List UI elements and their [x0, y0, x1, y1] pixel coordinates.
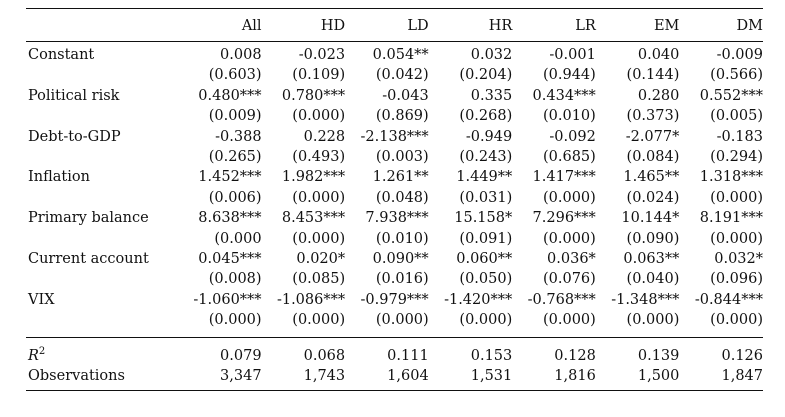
pvalue-cell: (0.000): [292, 230, 346, 247]
r-squared-cell: 0.111: [387, 347, 429, 364]
coefficient-cell: 0.780***: [281, 87, 346, 104]
coefficient-cell: 1.982***: [281, 169, 346, 186]
pvalue-cell: (0.000): [710, 230, 763, 247]
coefficient-cell: 1.452***: [198, 169, 262, 186]
pvalue-row: [26, 229, 763, 249]
coefficient-cell: -0.388: [215, 128, 262, 145]
row-label: Political risk: [28, 87, 120, 104]
coefficient-cell: -0.092: [549, 128, 596, 145]
coefficient-cell: 0.480***: [198, 87, 262, 104]
pvalue-cell: (0.000): [208, 312, 262, 329]
coefficient-cell: 0.032: [470, 47, 513, 63]
pvalue-cell: (0.050): [459, 271, 513, 288]
coefficient-row: [26, 127, 763, 147]
coefficient-cell: 0.228: [303, 128, 346, 145]
coefficient-cell: 0.036*: [547, 251, 596, 268]
pvalue-cell: (0.005): [710, 108, 763, 125]
coefficient-cell: -0.949: [465, 128, 513, 145]
r-squared-cell: 0.128: [554, 347, 596, 364]
coefficient-cell: 0.063**: [623, 251, 680, 268]
pvalue-cell: (0.090): [626, 230, 680, 247]
coefficient-cell: 8.453***: [281, 210, 346, 227]
coefficient-row: [26, 208, 763, 228]
r-squared-cell: 0.068: [303, 347, 346, 364]
pvalue-cell: (0.008): [208, 271, 262, 288]
stub-header: [26, 9, 178, 42]
pvalue-row: [26, 65, 763, 85]
coefficient-row: [26, 42, 763, 66]
pvalue-cell: (0.040): [626, 271, 680, 288]
pvalue-cell: (0.294): [710, 149, 763, 166]
row-label: Constant: [28, 47, 95, 63]
col-header: EM: [653, 18, 680, 34]
row-label-empty: [26, 65, 178, 85]
row-label-r-squared: $R^2$: [28, 345, 46, 364]
pvalue-cell: (0.076): [542, 271, 596, 288]
row-label: Primary balance: [28, 210, 149, 227]
coefficient-cell: -1.086***: [276, 291, 346, 308]
coefficient-cell: 7.296***: [532, 210, 596, 227]
coefficient-cell: -2.077*: [625, 128, 680, 145]
coefficient-cell: 0.032*: [714, 251, 763, 268]
row-label-empty: [26, 310, 178, 337]
col-header: HR: [488, 18, 513, 34]
pvalue-cell: (0.000): [375, 312, 429, 329]
pvalue-cell: (0.000: [214, 230, 262, 247]
pvalue-cell: (0.000): [542, 189, 596, 206]
coefficient-cell: 0.054**: [372, 47, 429, 63]
pvalue-cell: (0.000): [710, 312, 763, 329]
coefficient-cell: 0.020*: [296, 251, 346, 268]
col-header: LR: [575, 18, 596, 34]
stats-block: [26, 337, 763, 390]
coefficient-cell: -0.844***: [694, 291, 763, 308]
coefficient-cell: -0.001: [549, 47, 596, 63]
col-header: LD: [407, 18, 429, 34]
col-header: DM: [736, 18, 763, 34]
coefficient-row: [26, 249, 763, 269]
pvalue-cell: (0.000): [292, 108, 346, 125]
header-row: [26, 9, 763, 42]
pvalue-cell: (0.085): [292, 271, 346, 288]
coefficient-row: [26, 86, 763, 106]
pvalue-cell: (0.268): [459, 108, 513, 125]
coefficient-cell: 7.938***: [365, 210, 429, 227]
r-squared-cell: 0.153: [470, 347, 513, 364]
pvalue-row: [26, 269, 763, 289]
coefficient-cell: 1.261**: [372, 169, 429, 186]
row-label-empty: [26, 188, 178, 208]
col-header: HD: [320, 18, 346, 34]
coefficient-cell: -1.348***: [611, 291, 680, 308]
pvalue-cell: (0.003): [375, 149, 429, 166]
coefficient-cell: 0.040: [637, 47, 680, 63]
observations-cell: 1,531: [470, 368, 513, 385]
pvalue-row: [26, 188, 763, 208]
coefficient-cell: 10.144*: [621, 210, 680, 227]
pvalue-cell: (0.000): [710, 189, 763, 206]
coefficient-cell: -1.060***: [193, 291, 262, 308]
pvalue-cell: (0.869): [375, 108, 429, 125]
coefficient-cell: 8.191***: [699, 210, 763, 227]
observations-cell: 1,816: [554, 368, 596, 385]
pvalue-cell: (0.603): [208, 67, 262, 84]
pvalue-cell: (0.000): [542, 230, 596, 247]
coefficient-cell: 0.552***: [699, 87, 763, 104]
pvalue-cell: (0.084): [626, 149, 680, 166]
pvalue-cell: (0.000): [542, 312, 596, 329]
pvalue-cell: (0.944): [542, 67, 596, 84]
coefficient-cell: -2.138***: [360, 128, 429, 145]
pvalue-cell: (0.109): [292, 67, 346, 84]
coefficient-cell: -1.420***: [444, 291, 513, 308]
coefficient-cell: 1.449**: [456, 169, 513, 186]
pvalue-cell: (0.144): [626, 67, 680, 84]
pvalue-cell: (0.243): [459, 149, 513, 166]
pvalue-row: [26, 310, 763, 337]
pvalue-cell: (0.493): [292, 149, 346, 166]
coefficient-row: [26, 167, 763, 187]
coefficient-cell: -0.979***: [360, 291, 429, 308]
observations-cell: 1,743: [303, 368, 346, 385]
coefficient-cell: -0.768***: [527, 291, 596, 308]
coefficient-cell: 1.417***: [532, 169, 596, 186]
pvalue-cell: (0.024): [626, 189, 680, 206]
pvalue-cell: (0.000): [459, 312, 513, 329]
pvalue-row: [26, 147, 763, 167]
pvalue-cell: (0.009): [208, 108, 262, 125]
coefficient-row: [26, 290, 763, 310]
pvalue-cell: (0.204): [459, 67, 513, 84]
pvalue-row: [26, 106, 763, 126]
coefficient-cell: 0.060**: [456, 251, 513, 268]
pvalue-cell: (0.000): [292, 312, 346, 329]
row-label-empty: [26, 147, 178, 167]
pvalue-cell: (0.000): [626, 312, 680, 329]
observations-cell: 1,847: [721, 368, 763, 385]
coefficient-cell: 1.318***: [699, 169, 763, 186]
pvalue-cell: (0.042): [375, 67, 429, 84]
coefficient-cell: 1.465**: [623, 169, 680, 186]
coefficient-cell: -0.043: [382, 87, 429, 104]
row-label-empty: [26, 269, 178, 289]
pvalue-cell: (0.010): [375, 230, 429, 247]
row-label-empty: [26, 229, 178, 249]
r-squared-row: [26, 337, 763, 366]
row-label: Debt-to-GDP: [28, 128, 121, 145]
pvalue-cell: (0.006): [208, 189, 262, 206]
r-squared-cell: 0.079: [220, 347, 262, 364]
observations-cell: 3,347: [220, 368, 262, 385]
observations-cell: 1,604: [387, 368, 429, 385]
pvalue-cell: (0.016): [375, 271, 429, 288]
row-label: Inflation: [28, 169, 90, 186]
coefficient-cell: -0.023: [298, 47, 346, 63]
pvalue-cell: (0.031): [459, 189, 513, 206]
coefficient-cell: 0.008: [220, 47, 262, 63]
col-header: All: [241, 18, 262, 34]
observations-cell: 1,500: [637, 368, 680, 385]
pvalue-cell: (0.000): [292, 189, 346, 206]
coefficient-cell: 15.158*: [454, 210, 513, 227]
pvalue-cell: (0.096): [710, 271, 763, 288]
pvalue-cell: (0.091): [459, 230, 513, 247]
row-label: Current account: [28, 251, 149, 268]
regression-table: [26, 8, 763, 391]
coefficient-cell: 0.434***: [532, 87, 596, 104]
pvalue-cell: (0.373): [626, 108, 680, 125]
observations-row: [26, 366, 763, 390]
coefficient-cell: -0.183: [716, 128, 763, 145]
row-label-observations: Observations: [28, 368, 125, 385]
coefficient-cell: 0.045***: [198, 251, 262, 268]
pvalue-cell: (0.265): [208, 149, 262, 166]
coefficient-cell: 8.638***: [198, 210, 262, 227]
coefficient-cell: -0.009: [716, 47, 763, 63]
coefficient-cell: 0.280: [637, 87, 680, 104]
r-squared-cell: 0.126: [721, 347, 763, 364]
row-label-empty: [26, 106, 178, 126]
pvalue-cell: (0.685): [542, 149, 596, 166]
coefficient-block: [26, 42, 763, 338]
coefficient-cell: 0.335: [470, 87, 513, 104]
row-label: VIX: [28, 291, 55, 308]
pvalue-cell: (0.048): [375, 189, 429, 206]
pvalue-cell: (0.010): [542, 108, 596, 125]
r-squared-cell: 0.139: [637, 347, 680, 364]
coefficient-cell: 0.090**: [372, 251, 429, 268]
pvalue-cell: (0.566): [710, 67, 763, 84]
